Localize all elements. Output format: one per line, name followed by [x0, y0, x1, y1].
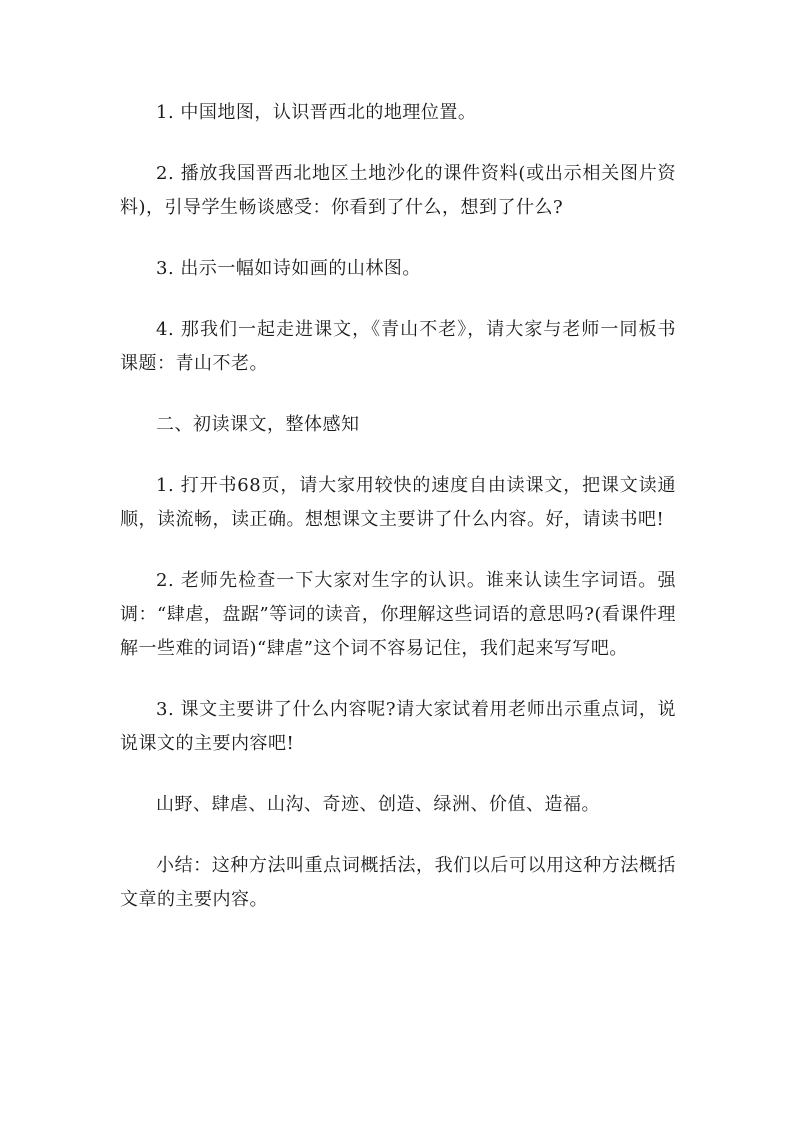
section-heading-first-reading: 二、初读课文，整体感知	[156, 414, 360, 435]
paragraph-open-book: 1. 打开书68页，请大家用较快的速度自由读课文，把课文读通顺，读流畅，读正确。想想课文主要讲了什么内容。好，请读书吧!	[120, 475, 676, 530]
document-page	[120, 96, 676, 944]
paragraph-main-content: 3. 课文主要讲了什么内容呢?请大家试着用老师出示重点词，说说课文的主要内容吧!	[120, 699, 676, 754]
paragraph-map-location: 1. 中国地图，认识晋西北的地理位置。	[156, 102, 477, 123]
paragraph-summary: 小结：这种方法叫重点词概括法，我们以后可以用这种方法概括文章的主要内容。	[120, 855, 676, 910]
paragraph-lesson-title: 4. 那我们一起走进课文，《青山不老》，请大家与老师一同板书课题：青山不老。	[120, 319, 676, 374]
paragraph-forest-image: 3. 出示一幅如诗如画的山林图。	[156, 258, 421, 279]
paragraph-vocabulary-check: 2. 老师先检查一下大家对生字的认识。谁来认读生字词语。强调：“肆虐，盘踞”等词的读音，你理解这些词语的意思吗?(看课件理解一些难的词语)“肆虐”这个词不容易记住，我们起来写写吧。	[120, 570, 676, 659]
paragraph-desertification: 2. 播放我国晋西北地区土地沙化的课件资料(或出示相关图片资料)，引导学生畅谈感受：你看到了什么，想到了什么?	[120, 163, 676, 218]
paragraph-key-words: 山野、肆虐、山沟、奇迹、创造、绿洲、价值、造福。	[156, 794, 600, 815]
